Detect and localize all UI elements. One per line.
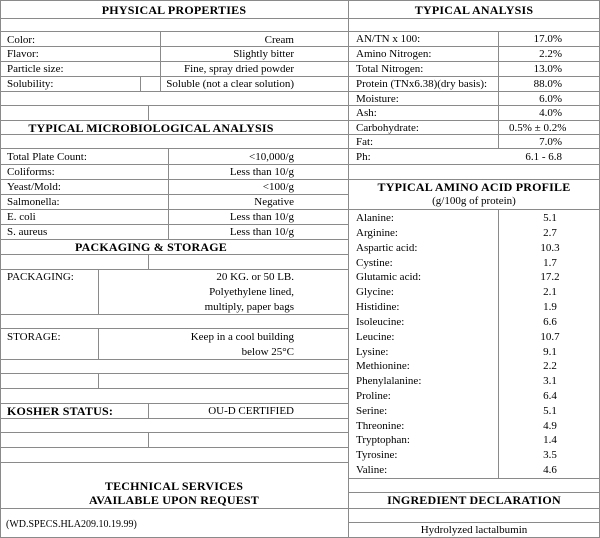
analysis-value: 17.0% [533,33,562,45]
amino-label: Isoleucine: [356,316,405,328]
amino-label: Glycine: [356,286,394,298]
analysis-label: Protein (TNx6.38)(dry basis): [356,78,488,90]
ingredient-declaration-heading: INGREDIENT DECLARATION [387,493,561,507]
amino-value: 6.4 [543,390,557,402]
amino-label: Phenylalanine: [356,375,422,387]
amino-label: Threonine: [356,420,405,432]
amino-label: Methionine: [356,360,410,372]
left-rule [0,18,348,19]
amino-label: Cystine: [356,257,393,269]
amino-label: Tyrosine: [356,449,398,461]
micro-label: Total Plate Count: [7,151,87,163]
left-rule [0,46,348,47]
right-rule [348,91,600,92]
left-rule [0,105,348,106]
left-rule [0,164,348,165]
right-rule [348,120,600,121]
right-rule [348,46,600,47]
left-cell-divider [168,148,169,239]
packaging-storage-heading: PACKAGING & STORAGE [74,240,228,254]
left-cell-divider [148,254,149,269]
property-label: Particle size: [7,63,64,75]
amino-value: 5.1 [543,405,557,417]
property-value: Cream [264,34,294,46]
storage-label: STORAGE: [7,331,61,343]
amino-value: 3.1 [543,375,557,387]
amino-label: Serine: [356,405,388,417]
micro-label: S. aureus [7,226,48,238]
amino-value: 2.2 [543,360,557,372]
left-rule [0,508,348,509]
amino-label: Tryptophan: [356,434,410,446]
amino-value: 17.2 [540,271,560,283]
analysis-value: 88.0% [533,78,562,90]
property-value: Fine, spray dried powder [184,63,294,75]
left-rule [0,373,348,374]
technical-services-line: AVAILABLE UPON REQUEST [88,493,259,507]
storage-line: Keep in a cool building [190,331,294,343]
storage-line: below 25°C [241,346,294,358]
amino-value: 2.1 [543,286,557,298]
physical-properties-heading: PHYSICAL PROPERTIES [101,3,247,17]
analysis-value: 13.0% [533,63,562,75]
left-rule [0,148,348,149]
micro-value: <10,000/g [248,151,294,163]
right-rule [348,61,600,62]
amino-label: Arginine: [356,227,398,239]
property-label: Color: [7,34,36,46]
left-cell-divider [140,76,141,91]
amino-label: Leucine: [356,331,395,343]
left-rule [0,388,348,389]
left-rule [0,61,348,62]
micro-value: Less than 10/g [229,166,294,178]
amino-value: 3.5 [543,449,557,461]
packaging-label: PACKAGING: [7,271,74,283]
left-rule [0,224,348,225]
micro-label: Yeast/Mold: [7,181,61,193]
analysis-value: 6.0% [539,93,562,105]
packaging-line: multiply, paper bags [204,301,294,313]
left-rule [0,447,348,448]
amino-label: Alanine: [356,212,394,224]
analysis-label: Moisture: [356,93,399,105]
analysis-value: 7.0% [539,136,562,148]
property-value: Soluble (not a clear solution) [166,78,294,90]
amino-value: 10.3 [540,242,560,254]
right-rule [348,522,600,523]
right-rule [348,18,600,19]
analysis-label: Carbohydrate: [356,122,419,134]
typical-analysis-heading: TYPICAL ANALYSIS [414,3,534,17]
amino-label: Aspartic acid: [356,242,418,254]
right-rule [348,508,600,509]
amino-label: Glutamic acid: [356,271,422,283]
amino-value: 9.1 [543,346,557,358]
left-rule [0,359,348,360]
packaging-line: Polyethylene lined, [209,286,294,298]
amino-label: Valine: [356,464,388,476]
amino-value: 1.7 [543,257,557,269]
amino-value: 4.9 [543,420,557,432]
kosher-status-value: OU-D CERTIFIED [208,405,294,417]
analysis-value: 2.2% [539,48,562,60]
left-cell-divider [98,269,99,314]
technical-services-line: TECHNICAL SERVICES [104,479,244,493]
amino-value: 4.6 [543,464,557,476]
property-value: Slightly bitter [233,48,294,60]
property-label: Flavor: [7,48,39,60]
kosher-status-label: KOSHER STATUS: [7,404,114,418]
left-rule [0,254,348,255]
document-code: (WD.SPECS.HLA209.10.19.99) [6,519,137,530]
left-rule [0,194,348,195]
left-cell-divider [148,403,149,418]
ingredient-declaration-value: Hydrolyzed lactalbumin [420,524,528,536]
left-rule [0,432,348,433]
amino-value: 5.1 [543,212,557,224]
micro-value: Less than 10/g [229,211,294,223]
left-rule [0,179,348,180]
analysis-label: AN/TN x 100: [356,33,421,45]
micro-label: Salmonella: [7,196,60,208]
analysis-value: 0.5% ± 0.2% [509,122,567,134]
analysis-label: Ph: [356,151,371,163]
packaging-line: 20 KG. or 50 LB. [216,271,294,283]
left-rule [0,462,348,463]
amino-value: 1.9 [543,301,557,313]
micro-label: E. coli [7,211,36,223]
analysis-value: 6.1 - 6.8 [525,151,562,163]
amino-value: 6.6 [543,316,557,328]
micro-value: Negative [254,196,294,208]
column-divider [348,0,349,538]
frame-top [0,0,600,1]
amino-value: 2.7 [543,227,557,239]
microbiological-heading: TYPICAL MICROBIOLOGICAL ANALYSIS [28,121,274,135]
right-rule [348,478,600,479]
right-rule [348,76,600,77]
amino-value: 1.4 [543,434,557,446]
left-rule [0,31,348,32]
analysis-label: Ash: [356,107,377,119]
left-rule [0,418,348,419]
amino-acid-heading: TYPICAL AMINO ACID PROFILE [377,180,571,194]
amino-label: Proline: [356,390,391,402]
left-cell-divider [98,373,99,388]
left-rule [0,328,348,329]
right-rule [348,31,600,32]
left-rule [0,91,348,92]
right-cell-divider [498,31,499,148]
left-rule [0,269,348,270]
right-rule [348,209,600,210]
analysis-value: 4.0% [539,107,562,119]
micro-value: <100/g [262,181,294,193]
left-cell-divider [148,105,149,120]
left-rule [0,209,348,210]
left-cell-divider [148,432,149,447]
micro-value: Less than 10/g [229,226,294,238]
micro-label: Coliforms: [7,166,55,178]
right-rule [348,164,600,165]
left-rule [0,76,348,77]
analysis-label: Fat: [356,136,374,148]
amino-label: Histidine: [356,301,400,313]
right-rule [348,148,600,149]
left-rule [0,314,348,315]
amino-label: Lysine: [356,346,389,358]
left-cell-divider [98,328,99,359]
amino-value: 10.7 [540,331,560,343]
analysis-label: Amino Nitrogen: [356,48,432,60]
property-label: Solubility: [7,78,54,90]
analysis-label: Total Nitrogen: [356,63,424,75]
left-cell-divider [160,31,161,91]
right-cell-divider [498,209,499,478]
amino-acid-subheading: (g/100g of protein) [432,195,516,207]
